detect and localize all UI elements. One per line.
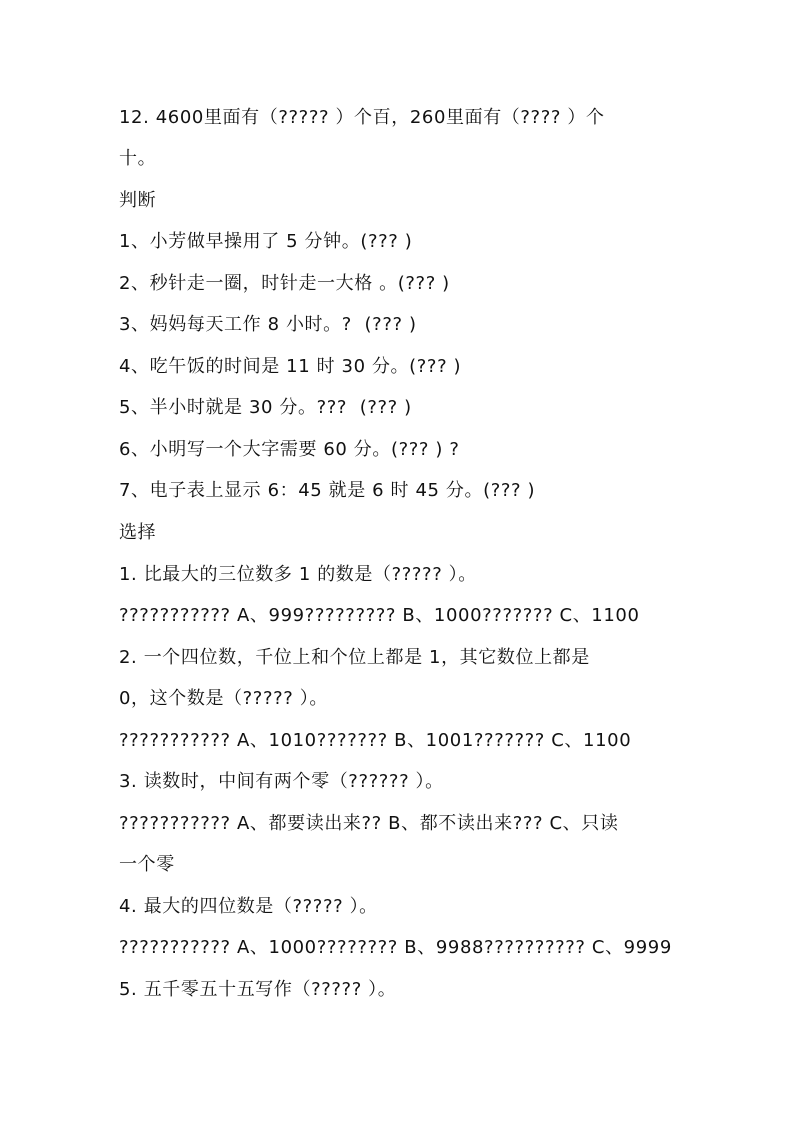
question-12-line-2: 十。	[119, 148, 157, 169]
choice-question-5: 5. 五千零五十五写作（????? ）。	[119, 979, 397, 1000]
choice-question-2-line-2: 0，这个数是（????? ）。	[119, 688, 328, 709]
judgement-item-7: 7、电子表上显示 6：45 就是 6 时 45 分。(??? )	[119, 480, 536, 501]
choice-question-4: 4. 最大的四位数是（????? ）。	[119, 896, 378, 917]
judgement-item-3: 3、妈妈每天工作 8 小时。? (??? )	[119, 314, 417, 335]
judgement-item-1: 1、小芳做早操用了 5 分钟。(??? )	[119, 231, 413, 252]
choice-options-3-line-1: ??????????? A、都要读出来?? B、都不读出来??? C、只读	[119, 813, 619, 834]
question-12-line-1: 12. 4600里面有（????? ）个百，260里面有（???? ）个	[119, 107, 605, 128]
judgement-item-2: 2、秒针走一圈，时针走一大格 。(??? )	[119, 273, 450, 294]
choice-question-2-line-1: 2. 一个四位数，千位上和个位上都是 1，其它数位上都是	[119, 647, 590, 668]
choice-options-1: ??????????? A、999????????? B、1000??????? C、1100	[119, 605, 640, 626]
choice-options-3-line-2: 一个零	[119, 854, 175, 875]
choice-question-1: 1. 比最大的三位数多 1 的数是（????? ）。	[119, 564, 477, 585]
choice-options-2: ??????????? A、1010??????? B、1001??????? C、1100	[119, 730, 632, 751]
choice-options-4: ??????????? A、1000???????? B、9988?????????? C、9999	[119, 937, 672, 958]
judgement-item-5: 5、半小时就是 30 分。??? (??? )	[119, 397, 412, 418]
choice-question-3: 3. 读数时，中间有两个零（?????? ）。	[119, 771, 444, 792]
section-heading-choice: 选择	[119, 522, 157, 543]
judgement-item-4: 4、吃午饭的时间是 11 时 30 分。(??? )	[119, 356, 462, 377]
judgement-item-6: 6、小明写一个大字需要 60 分。(??? ) ?	[119, 439, 460, 460]
section-heading-judgement: 判断	[119, 190, 157, 211]
